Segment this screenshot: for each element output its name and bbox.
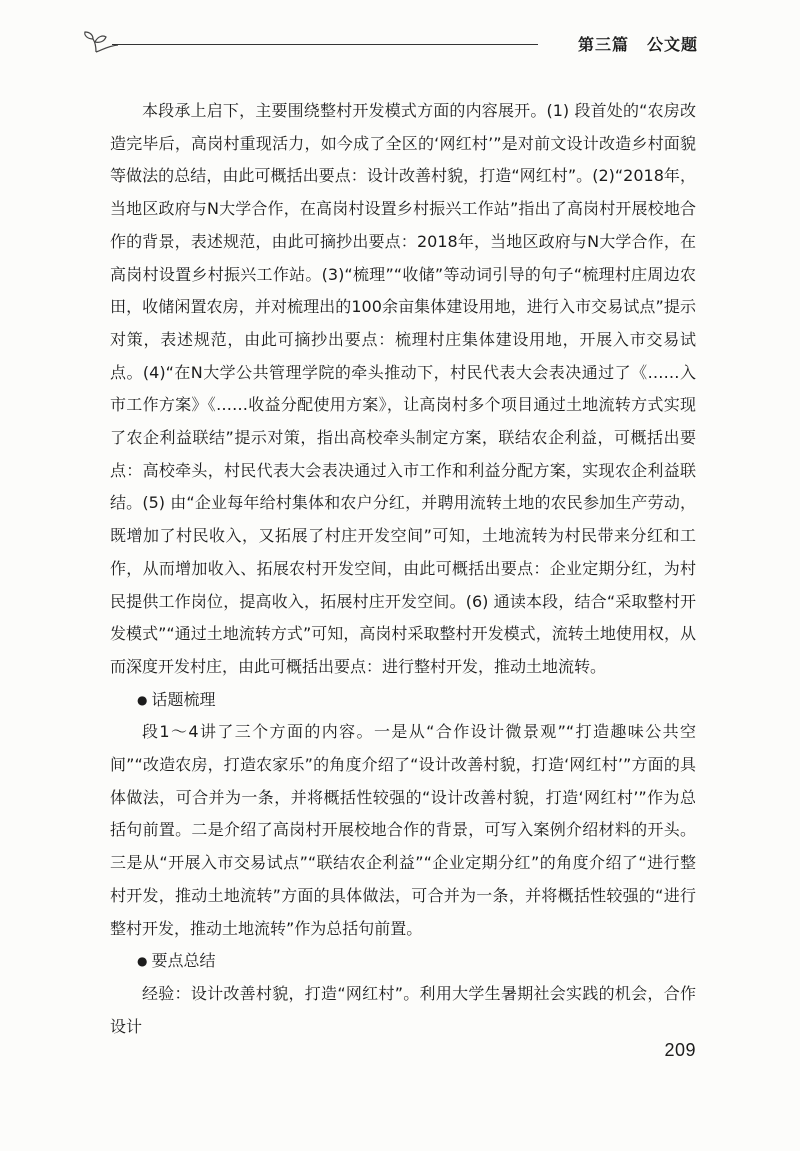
summary-heading-text: 要点总结 (151, 951, 216, 971)
bullet-icon: ● (137, 954, 148, 969)
header-title (578, 32, 698, 55)
sprout-icon (82, 30, 122, 56)
main-text (110, 95, 696, 1043)
part-label: 第三篇 (577, 35, 629, 54)
section-label: 公文题 (646, 35, 698, 54)
analysis-paragraph: 本段承上启下，主要围绕整村开发模式方面的内容展开。(1) 段首处的“农房改造完毕后，高岗村重现活力，如今成了全区的‘网红村’”是对前文设计改造乡村面貌等做法的总结，由此可概括出要点：设计改善村貌，打造“网红村”。(2)“2018年，当地区政府与N大学合作，在高岗村设置乡村振兴工作站”指出了高岗村开展校地合作的背景，表述规范，由此可摘抄出要点：2018年，当地区政府与N大学合作，在高岗村设置乡村振兴工作站。(3)“梳理”“收储”等动词引导的句子“梳理村庄周边农田，收储闲置农房，并对梳理出的100余亩集体建设用地，进行入市交易试点”提示对策，表述规范，由此可摘抄出要点：梳理村庄集体建设用地，开展入市交易试点。(4)“在N大学公共管理学院的牵头推动下，村民代表大会表决通过了《……入市工作方案》《……收益分配使用方案》，让高岗村多个项目通过土地流转方式实现了农企利益联结”提示对策，指出高校牵头制定方案，联结农企利益，可概括出要点：高校牵头，村民代表大会表决通过入市工作和利益分配方案，实现农企利益联结。(5) 由“企业每年给村集体和农户分红，并聘用流转土地的农民参加生产劳动，既增加了村民收入，又拓展了村庄开发空间”可知，土地流转为村民带来分红和工作，从而增加收入、拓展农村开发空间，由此可概括出要点：企业定期分红，为村民提供工作岗位，提高收入，拓展村庄开发空间。(6) 通读本段，结合“采取整村开发模式”“通过土地流转方式”可知，高岗村采取整村开发模式，流转土地使用权，从而深度开发村庄，由此可概括出要点：进行整村开发，推动土地流转。 (110, 101, 696, 676)
page-number: 209 (664, 1040, 696, 1060)
summary-paragraph: 经验：设计改善村貌，打造“网红村”。利用大学生暑期社会实践的机会，合作设计 (110, 983, 696, 1036)
topic-paragraph: 段1～4讲了三个方面的内容。一是从“合作设计微景观”“打造趣味公共空间”“改造农房，打造农家乐”的角度介绍了“设计改善村貌，打造‘网红村’”方面的具体做法，可合并为一条，并将概括性较强的“设计改善村貌，打造‘网红村’”作为总括句前置。二是介绍了高岗村开展校地合作的背景，可写入案例介绍材料的开头。三是从“开展入市交易试点”“联结农企利益”“企业定期分红”的角度介绍了“进行整村开发，推动土地流转”方面的具体做法，可合并为一条，并将概括性较强的“进行整村开发，推动土地流转”作为总括句前置。 (110, 722, 696, 938)
topic-heading (110, 684, 696, 717)
summary-heading (110, 945, 696, 978)
running-header (82, 30, 698, 60)
bullet-icon: ● (137, 692, 148, 707)
header-rule (112, 44, 538, 45)
topic-heading-text: 话题梳理 (151, 689, 216, 709)
